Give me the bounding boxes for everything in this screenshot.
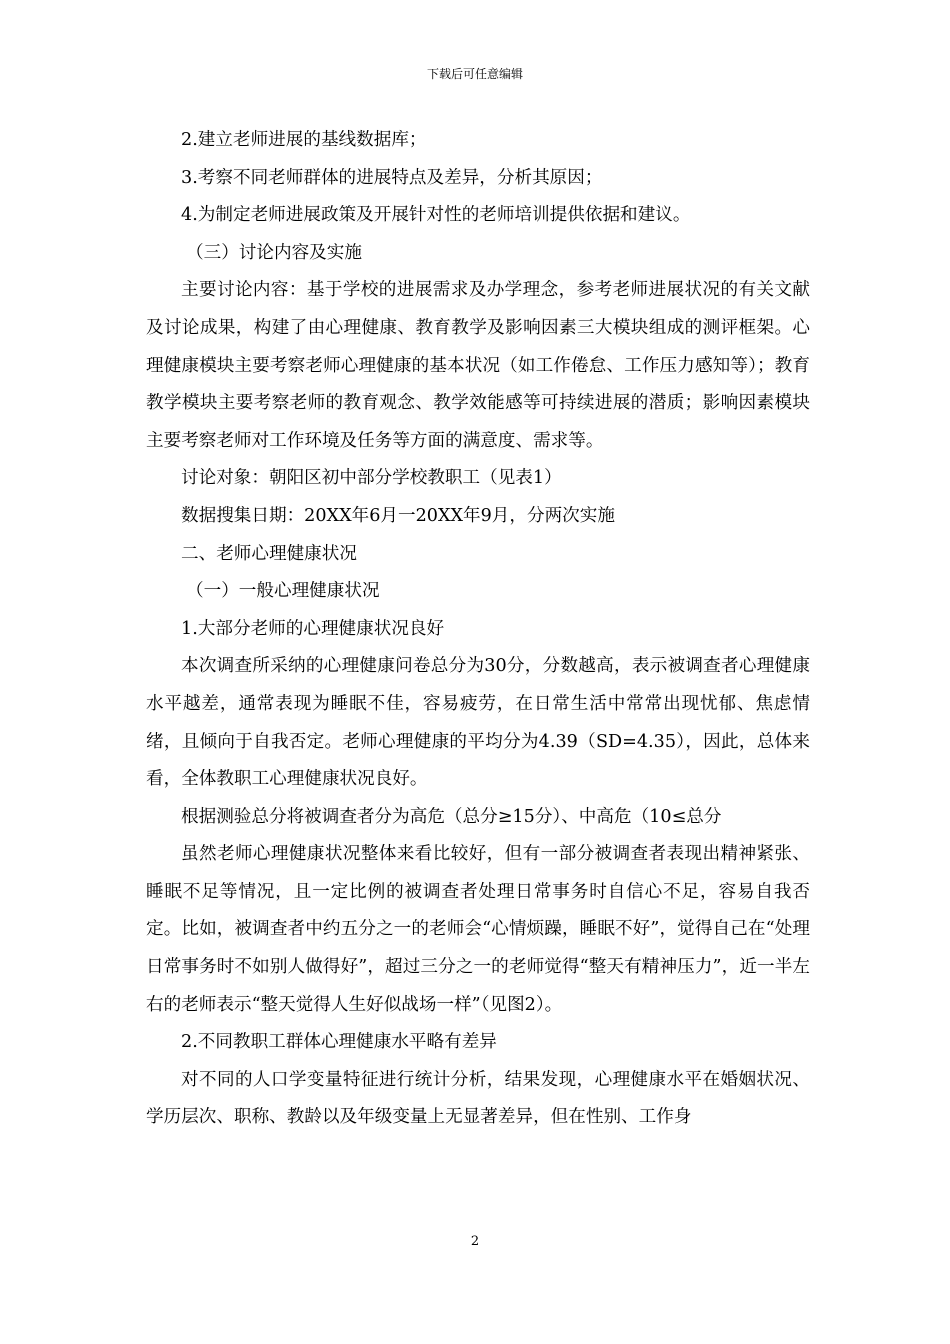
- paragraph-main-content: 主要讨论内容：基于学校的进展需求及办学理念，参考老师进展状况的有关文献及讨论成果，构建了由心理健康、教育教学及影响因素三大模块组成的测评框架。心理健康模块主要考察老师心理健康的基本状况（如工作倦怠、工作压力感知等）；教育教学模块主要考察老师的教育观念、教学效能感等可持续进展的潜质；影响因素模块主要考察老师对工作环境及任务等方面的满意度、需求等。: [146, 280, 810, 451]
- point-heading-mostly-good: 1.大部分老师的心理健康状况良好: [181, 618, 445, 639]
- paragraph-item-3: 3.考察不同老师群体的进展特点及差异，分析其原因；: [181, 167, 603, 188]
- paragraph-item-2: 2.建立老师进展的基线数据库；: [181, 130, 427, 150]
- section-heading-research-content: （三）讨论内容及实施: [186, 242, 362, 263]
- point-heading-group-differences: 2.不同教职工群体心理健康水平略有差异: [181, 1032, 497, 1053]
- paragraph-risk-groups: 根据测验总分将被调查者分为高危（总分≥15分）、中高危（10≤总分: [181, 806, 722, 827]
- paragraph-demographic-analysis: 对不同的人口学变量特征进行统计分析，结果发现，心理健康水平在婚姻状况、学历层次、职称、教龄以及年级变量上无显著差异，但在性别、工作身: [146, 1069, 810, 1128]
- paragraph-data-collection-date: 数据搜集日期：20XX年6月一20XX年9月，分两次实施: [181, 505, 615, 526]
- section-heading-mental-health: 二、老师心理健康状况: [181, 543, 357, 564]
- paragraph-item-4: 4.为制定老师进展政策及开展针对性的老师培训提供依据和建议。: [181, 205, 691, 226]
- page-header-note: 下载后可任意编辑: [426, 67, 523, 81]
- paragraph-stress-details: 虽然老师心理健康状况整体来看比较好，但有一部分被调查者表现出精神紧张、睡眠不足等情况，且一定比例的被调查者处理日常事务时自信心不足，容易自我否定。比如，被调查者中约五分之一的老师会“心情烦躁，睡眠不好”，觉得自己在“处理日常事务时不如别人做得好”，超过三分之一的老师觉得“整天有精神压力”，近一半左右的老师表示“整天觉得人生好似战场一样”（见图2）。: [146, 844, 810, 1015]
- paragraph-research-subjects: 讨论对象：朝阳区初中部分学校教职工（见表1）: [181, 468, 562, 489]
- page-number: 2: [470, 1234, 480, 1249]
- paragraph-survey-score: 本次调查所采纳的心理健康问卷总分为30分，分数越高，表示被调查者心理健康水平越差，通常表现为睡眠不佳，容易疲劳，在日常生活中常常出现忧郁、焦虑情绪，且倾向于自我否定。老师心理健康的平均分为4.39（SD=4.35），因此，总体来看，全体教职工心理健康状况良好。: [146, 656, 810, 790]
- document-body: [146, 122, 810, 1137]
- subsection-heading-general-health: （一）一般心理健康状况: [186, 581, 380, 602]
